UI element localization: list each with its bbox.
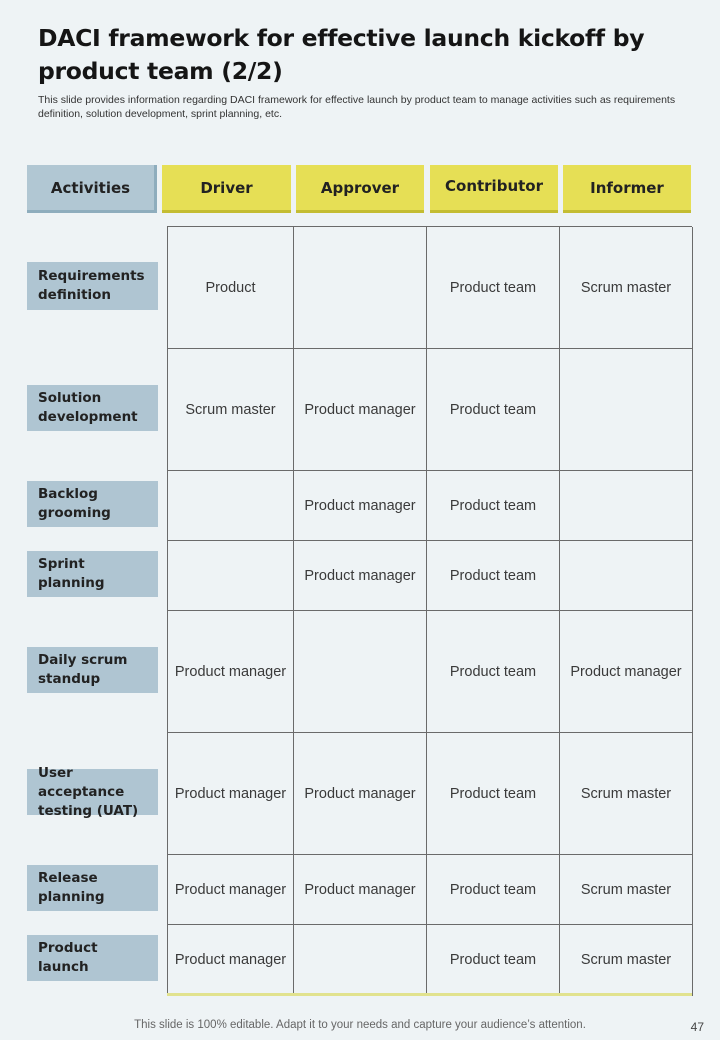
table-cell-informer: [560, 541, 693, 611]
activity-label: [27, 935, 158, 981]
activity-label: [27, 385, 158, 431]
activity-label-text: User acceptance testing (UAT): [38, 764, 139, 819]
activity-label: [27, 551, 158, 597]
header-driver: Driver: [162, 165, 291, 213]
activity-label: [27, 481, 158, 527]
table-cell-contributor: Product team: [427, 855, 560, 925]
table-cell-driver: Product manager: [168, 611, 294, 733]
table-cell-informer: Scrum master: [560, 227, 693, 349]
table-cell-approver: Product manager: [294, 541, 427, 611]
daci-table: [167, 226, 692, 995]
table-cell-driver: Product manager: [168, 733, 294, 855]
table-cell-informer: Scrum master: [560, 925, 693, 996]
table-cell-informer: Scrum master: [560, 855, 693, 925]
header-informer: Informer: [563, 165, 691, 213]
table-cell-driver: [168, 471, 294, 541]
footer-note: This slide is 100% editable. Adapt it to your needs and capture your audience’s attention.: [134, 1019, 586, 1031]
table-cell-contributor: Product team: [427, 349, 560, 471]
activity-label-text: Sprint planning: [38, 556, 105, 591]
slide-title: DACI framework for effective launch kickoff by product team (2/2): [38, 24, 645, 85]
activity-label: [27, 764, 158, 819]
slide-subtitle: This slide provides information regarding DACI framework for effective launch by product team to manage activities such as requirements definition, solution development, sprint planning, etc.: [38, 94, 676, 120]
table-cell-informer: Product manager: [560, 611, 693, 733]
table-cell-informer: [560, 471, 693, 541]
activity-label-text: Solution development: [38, 390, 138, 425]
activity-label-text: Backlog grooming: [38, 486, 111, 521]
activity-label-text: Release planning: [38, 870, 105, 905]
table-cell-driver: Product: [168, 227, 294, 349]
page-number: 47: [690, 1020, 704, 1034]
activity-label: [27, 262, 158, 310]
table-cell-driver: Product manager: [168, 855, 294, 925]
table-cell-driver: [168, 541, 294, 611]
table-bottom-accent: [167, 993, 692, 996]
table-cell-driver: Scrum master: [168, 349, 294, 471]
activity-label-text: Product launch: [38, 940, 98, 975]
activity-label-text: Requirements definition: [38, 268, 145, 303]
table-cell-approver: [294, 611, 427, 733]
table-cell-contributor: Product team: [427, 611, 560, 733]
table-cell-contributor: Product team: [427, 733, 560, 855]
table-cell-approver: [294, 925, 427, 996]
header-approver: Approver: [296, 165, 424, 213]
table-cell-approver: Product manager: [294, 349, 427, 471]
table-cell-approver: Product manager: [294, 471, 427, 541]
header-contributor: Contributor: [430, 165, 558, 213]
table-cell-contributor: Product team: [427, 541, 560, 611]
activity-label: [27, 647, 158, 693]
table-cell-contributor: Product team: [427, 471, 560, 541]
activity-label-text: Daily scrum standup: [38, 652, 128, 687]
table-cell-approver: Product manager: [294, 733, 427, 855]
activity-label: [27, 865, 158, 911]
table-cell-contributor: Product team: [427, 925, 560, 996]
table-cell-driver: Product manager: [168, 925, 294, 996]
header-activities: Activities: [27, 165, 157, 213]
table-cell-informer: Scrum master: [560, 733, 693, 855]
table-cell-approver: Product manager: [294, 855, 427, 925]
table-cell-contributor: Product team: [427, 227, 560, 349]
table-cell-approver: [294, 227, 427, 349]
table-cell-informer: [560, 349, 693, 471]
